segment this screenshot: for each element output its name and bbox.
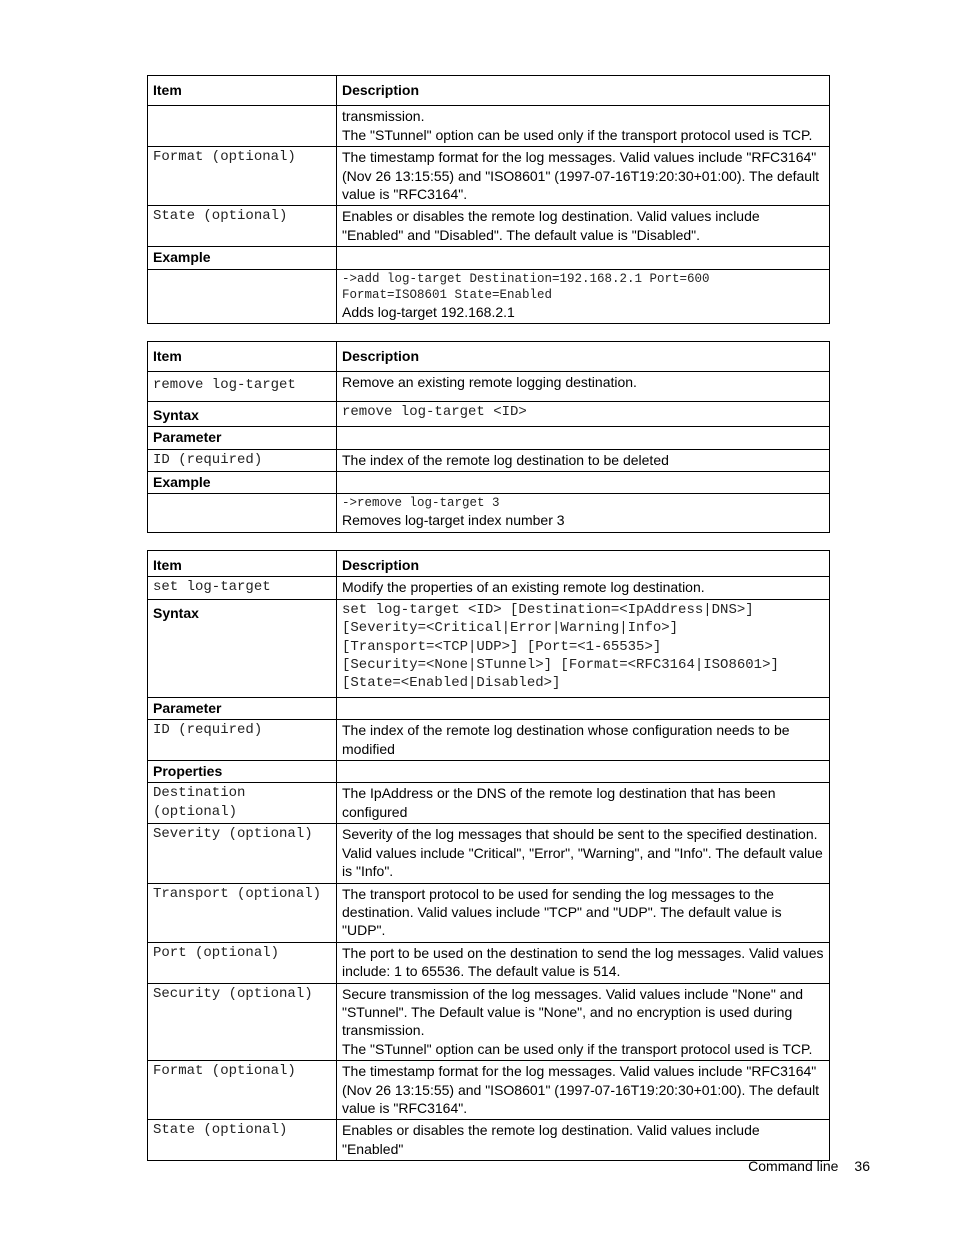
table-row [148,1061,830,1120]
example-label: Example [148,472,337,494]
table-row [148,206,830,247]
parameter-label: Parameter [148,697,337,719]
table-row [148,942,830,983]
parameter-name: ID (required) [148,720,337,761]
property-name: Transport (optional) [148,883,337,942]
table-row [148,401,830,426]
property-description: Severity of the log messages that should be sent to the specified destination. Valid values include "Critical", "Error", "Warning", and "Info". The default value is "Info". [337,824,830,883]
table-row [148,577,830,599]
property-description [337,983,830,1061]
syntax-block [337,599,830,697]
table-row [148,983,830,1061]
option-description: The timestamp format for the log messages. Valid values include "RFC3164" (Nov 26 13:15:55) and "ISO8601" (1997-07-16T19:20:30+01:00). The default value is "RFC3164". [337,147,830,206]
table-row [148,372,830,401]
syntax-line: [State=<Enabled|Disabled>] [342,675,561,692]
parameter-description: The index of the remote log destination whose configuration needs to be modified [337,720,830,761]
property-description: The timestamp format for the log messages. Valid values include "RFC3164" (Nov 26 13:15:55) and "ISO8601" (1997-07-16T19:20:30+01:00). The default value is "RFC3164". [337,1061,830,1120]
section-name: Command line [748,1158,839,1174]
syntax-line: [Security=<None|STunnel>] [Format=<RFC3164|ISO8601>] [342,657,779,674]
property-name: Security (optional) [148,983,337,1061]
table-row [148,720,830,761]
stunnel-note: The "STunnel" option can be used only if the transport protocol used is TCP. [342,1040,813,1057]
table-header-row [148,76,830,106]
table-row [148,147,830,206]
example-command: ->add log-target Destination=192.168.2.1 Port=600 [342,271,710,286]
property-description: The IpAddress or the DNS of the remote log destination that has been configured [337,783,830,824]
description-cell [337,106,830,147]
description-column-header: Description [337,342,830,372]
item-column-header: Item [148,342,337,372]
example-explanation: Adds log-target 192.168.2.1 [342,303,515,320]
property-name: Port (optional) [148,942,337,983]
property-name: Destination (optional) [148,783,337,824]
syntax-line: [Transport=<TCP|UDP>] [Port=<1-65535>] [342,638,662,655]
description-column-header: Description [337,76,830,106]
table-row [148,783,830,824]
section-row [148,247,830,269]
syntax-line: [Severity=<Critical|Error|Warning|Info>] [342,620,679,637]
example-explanation: Removes log-target index number 3 [342,512,565,529]
description-column-header: Description [337,551,830,577]
table-row [148,106,830,147]
properties-label: Properties [148,761,337,783]
property-description: Enables or disables the remote log destination. Valid values include "Enabled" [337,1120,830,1161]
syntax-line: set log-target <ID> [Destination=<IpAddress|DNS>] [342,601,754,618]
table-row [148,1120,830,1161]
section-row [148,761,830,783]
table-row [148,449,830,471]
example-row [148,269,830,323]
option-description: Enables or disables the remote log destination. Valid values include "Enabled" and "Disabled". The default value is "Disabled". [337,206,830,247]
stunnel-note: The "STunnel" option can be used only if the transport protocol used is TCP. [342,126,813,143]
item-column-header: Item [148,76,337,106]
example-row [148,494,830,532]
parameter-name: ID (required) [148,449,337,471]
option-name: State (optional) [148,206,337,247]
remove-log-target-table [147,341,830,533]
example-cell [337,269,830,323]
example-cell [337,494,830,532]
security-description: Secure transmission of the log messages. Valid values include "None" and "STunnel". The Default value is "None", and no encryption is used during transmission. [342,985,804,1039]
command-description: Modify the properties of an existing remote log destination. [337,577,830,599]
parameter-label: Parameter [148,427,337,449]
example-command: Format=ISO8601 State=Enabled [342,287,553,302]
syntax-label: Syntax [148,401,337,426]
section-row [148,697,830,719]
property-description: The transport protocol to be used for sending the log messages to the destination. Valid values include "TCP" and "UDP". The default value is "UDP". [337,883,830,942]
continued-text-line: transmission. [342,108,425,125]
log-target-options-table-continued [147,75,830,324]
property-description: The port to be used on the destination to send the log messages. Valid values include: 1 to 65536. The default value is 514. [337,942,830,983]
example-label: Example [148,247,337,269]
command-name: remove log-target [148,372,337,401]
table-row [148,824,830,883]
command-name: set log-target [148,577,337,599]
property-name: Severity (optional) [148,824,337,883]
table-row [148,599,830,697]
section-row [148,472,830,494]
table-header-row [148,551,830,577]
table-row [148,883,830,942]
syntax-label: Syntax [148,599,337,697]
item-cell [148,106,337,147]
option-name: Format (optional) [148,147,337,206]
command-description: Remove an existing remote logging destination. [337,372,830,401]
set-log-target-table [147,550,830,1161]
parameter-description: The index of the remote log destination to be deleted [337,449,830,471]
property-name: State (optional) [148,1120,337,1161]
property-name: Format (optional) [148,1061,337,1120]
section-row [148,427,830,449]
page-number: 36 [854,1158,870,1174]
example-command: ->remove log-target 3 [342,496,500,511]
page-footer [748,1158,870,1174]
item-column-header: Item [148,551,337,577]
table-header-row [148,342,830,372]
syntax-text: remove log-target <ID> [337,401,830,426]
